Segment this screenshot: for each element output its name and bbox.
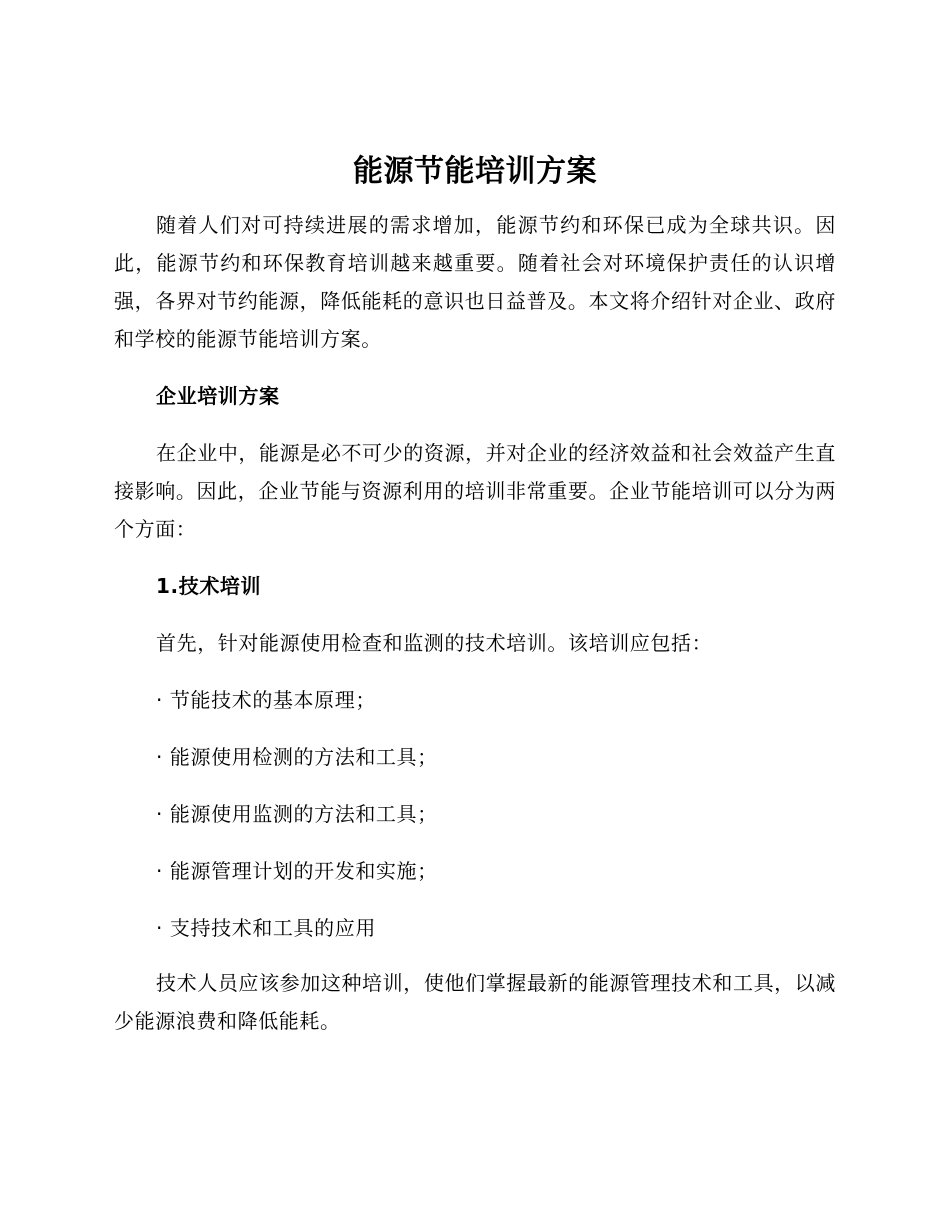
subsection-heading: 1.技术培训 (156, 574, 262, 598)
bullet-item: · 节能技术的基本原理； (156, 688, 376, 712)
intro-paragraph: 随着人们对可持续进展的需求增加，能源节约和环保已成为全球共识。因此，能源节约和环保教育培训越来越重要。随着社会对环境保护责任的认识增强，各界对节约能源，降低能耗的意识也日益普及。本文将介绍针对企业、政府和学校的能源节能培训方案。 (114, 213, 836, 351)
bullet-item: · 支持技术和工具的应用 (156, 916, 376, 940)
section-paragraph: 在企业中，能源是必不可少的资源，并对企业的经济效益和社会效益产生直接影响。因此，企业节能与资源利用的培训非常重要。企业节能培训可以分为两个方面： (114, 441, 836, 541)
section-heading: 企业培训方案 (156, 384, 280, 408)
closing-paragraph: 技术人员应该参加这种培训，使他们掌握最新的能源管理技术和工具，以减少能源浪费和降低能耗。 (114, 971, 836, 1033)
document-title: 能源节能培训方案 (353, 154, 597, 189)
bullet-item: · 能源使用检测的方法和工具； (156, 745, 438, 769)
subsection-intro: 首先，针对能源使用检查和监测的技术培训。该培训应包括： (156, 631, 713, 655)
bullet-item: · 能源管理计划的开发和实施； (156, 859, 438, 883)
bullet-item: · 能源使用监测的方法和工具； (156, 802, 438, 826)
